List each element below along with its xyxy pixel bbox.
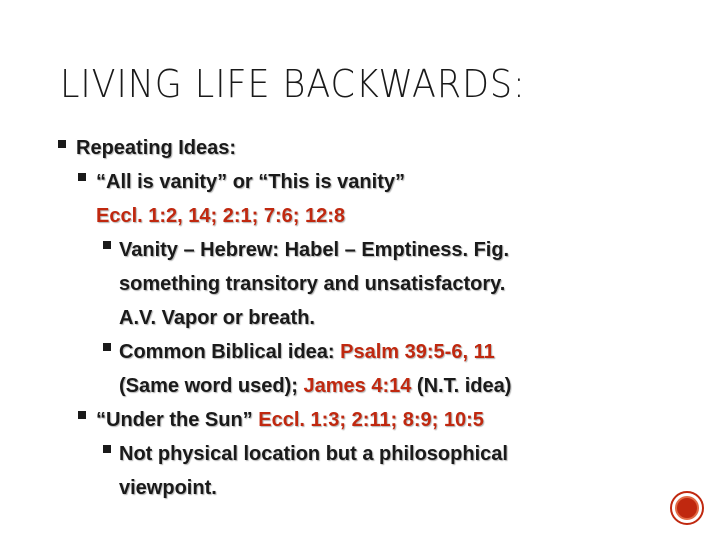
scripture-reference: Psalm 39:5-6, 11 bbox=[340, 341, 495, 363]
bullet-under-the-sun bbox=[58, 403, 698, 437]
scripture-reference: James 4:14 bbox=[303, 375, 412, 397]
bullet-square-icon bbox=[78, 173, 86, 181]
bullet-text-line: viewpoint. bbox=[119, 477, 217, 499]
bullet-square-icon bbox=[78, 411, 86, 419]
slide-content bbox=[58, 132, 698, 505]
bullet-text: “Under the Sun” bbox=[96, 409, 259, 431]
bullet-text-line: something transitory and unsatisfactory. bbox=[119, 273, 506, 295]
circle-nav-icon[interactable] bbox=[670, 491, 704, 525]
bullet-text-line: Not physical location but a philosophical bbox=[119, 443, 508, 465]
bullet-text: (Same word used); bbox=[119, 375, 304, 397]
bullet-repeating-ideas bbox=[58, 132, 698, 165]
slide-title: LIVING LIFE BACKWARDS: bbox=[60, 62, 526, 106]
circle-nav-icon-inner bbox=[675, 496, 699, 520]
bullet-square-icon bbox=[58, 140, 66, 148]
bullet-text: Repeating Ideas: bbox=[76, 137, 237, 159]
bullet-square-icon bbox=[103, 343, 111, 351]
bullet-text: (N.T. idea) bbox=[411, 375, 512, 397]
scripture-reference: Eccl. 1:2, 14; 2:1; 7:6; 12:8 bbox=[96, 205, 346, 227]
bullet-text-line: A.V. Vapor or breath. bbox=[119, 307, 315, 329]
bullet-text: “All is vanity” or “This is vanity” bbox=[96, 171, 405, 193]
bullet-square-icon bbox=[103, 445, 111, 453]
bullet-text-line: Vanity – Hebrew: Habel – Emptiness. Fig. bbox=[119, 239, 510, 261]
scripture-reference: Eccl. 1:3; 2:11; 8:9; 10:5 bbox=[258, 409, 484, 431]
bullet-not-physical-location bbox=[58, 437, 698, 505]
bullet-vanity-quote bbox=[58, 165, 698, 233]
bullet-square-icon bbox=[103, 241, 111, 249]
bullet-label: Common Biblical idea: bbox=[119, 341, 341, 363]
bullet-vanity-definition bbox=[58, 233, 698, 335]
bullet-common-biblical-idea bbox=[58, 335, 698, 403]
